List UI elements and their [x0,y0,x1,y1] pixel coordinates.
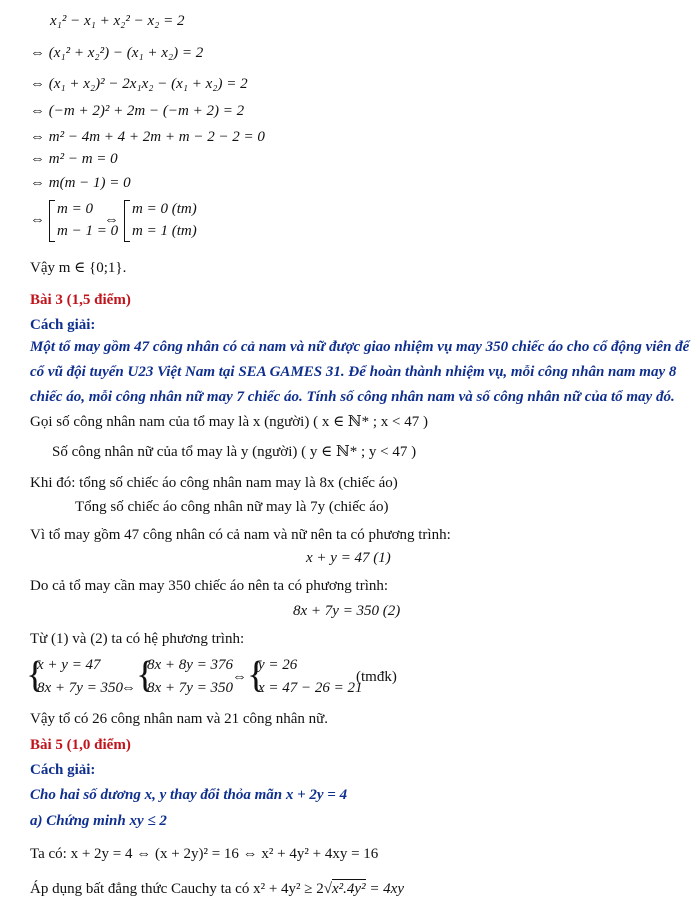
problem-text: cổ vũ đội tuyển U23 Việt Nam tại SEA GAMES 31. Để hoàn thành nhiệm vụ, mỗi công nhân nam may 8 [30,364,677,380]
system-line: 8x + 7y = 350 [37,680,124,696]
system-brace: { [26,654,45,696]
system-brace: { [247,654,266,696]
equation-line: x₁² − x₁ + x₂² − x₂ = 2 [50,13,185,29]
iff-symbol: ⇔ [30,212,45,228]
iff-symbol: ⇔ [104,212,119,228]
condition-note: (tmđk) [356,669,397,685]
case-line: m = 0 [57,201,93,217]
solution-text: Khi đó: tổng số chiếc áo công nhân nam may là 8x (chiếc áo) [30,475,398,491]
equation-line: ⇔ (−m + 2)² + 2m − (−m + 2) = 2 [30,103,245,119]
solution-text: Do cả tổ may cần may 350 chiếc áo nên ta có phương trình: [30,578,389,594]
iff-symbol: ⇔ [121,680,136,696]
section-title: Bài 5 (1,0 điểm) [30,737,131,753]
equation-line: 8x + 7y = 350 (2) [293,603,401,619]
system-line: 8x + 8y = 376 [147,657,234,673]
solution-text: Ta có: x + 2y = 4 ⇔ (x + 2y)² = 16 ⇔ x² + 4y² + 4xy = 16 [30,846,379,862]
equation-line: ⇔ m² − 4m + 4 + 2m + m − 2 − 2 = 0 [30,129,265,145]
system-line: x = 47 − 26 = 21 [258,680,363,696]
equation-line: ⇔ m(m − 1) = 0 [30,175,131,191]
equation-line: ⇔ (x₁² + x₂²) − (x₁ + x₂) = 2 [30,45,204,61]
problem-part: a) Chứng minh xy ≤ 2 [30,813,167,829]
solution-text: Vì tổ may gồm 47 công nhân có cả nam và nữ nên ta có phương trình: [30,527,451,543]
case-bracket [49,200,55,242]
system-brace: { [136,654,155,696]
system-line: y = 26 [258,657,298,673]
problem-text: Cho hai số dương x, y thay đổi thỏa mãn x + 2y = 4 [30,787,348,803]
case-bracket [124,200,130,242]
solution-text: Từ (1) và (2) ta có hệ phương trình: [30,631,245,647]
case-line: m = 1 (tm) [132,223,197,239]
solution-text: Gọi số công nhân nam của tổ may là x (người) ( x ∈ ℕ* ; x < 47 ) [30,414,429,430]
sqrt-sign: √ [323,881,332,897]
solution-text: Số công nhân nữ của tổ may là y (người) ( y ∈ ℕ* ; y < 47 ) [52,444,417,460]
system-line: 8x + 7y = 350 [147,680,234,696]
equation-line: x + y = 47 (1) [306,550,391,566]
solution-label: Cách giải: [30,762,96,778]
sqrt-radicand: x².4y² [332,881,366,897]
system-line: x + y = 47 [37,657,101,673]
solution-text-part: = 4xy [365,881,404,897]
case-line: m − 1 = 0 [57,223,119,239]
conclusion-text: Vậy tổ có 26 công nhân nam và 21 công nhân nữ. [30,711,329,727]
solution-text: Tổng số chiếc áo công nhân nữ may là 7y (chiếc áo) [75,499,389,515]
conclusion-text: Vậy m ∈ {0;1}. [30,260,127,276]
solution-text-part: Áp dụng bất đẳng thức Cauchy ta có x² + 4y² ≥ 2 [30,881,324,897]
section-title: Bài 3 (1,5 điểm) [30,292,131,308]
problem-text: Một tổ may gồm 47 công nhân có cả nam và nữ được giao nhiệm vụ may 350 chiếc áo cho cổ động viên để [30,339,690,355]
solution-label: Cách giải: [30,317,96,333]
case-line: m = 0 (tm) [132,201,197,217]
problem-text: chiếc áo, mỗi công nhân nữ may 7 chiếc áo. Tính số công nhân nam và số công nhân nữ của tổ may đó. [30,389,675,405]
solution-text [30,879,404,899]
equation-line: ⇔ m² − m = 0 [30,151,118,167]
iff-symbol: ⇔ [232,669,247,685]
equation-line: ⇔ (x₁ + x₂)² − 2x₁x₂ − (x₁ + x₂) = 2 [30,76,248,92]
